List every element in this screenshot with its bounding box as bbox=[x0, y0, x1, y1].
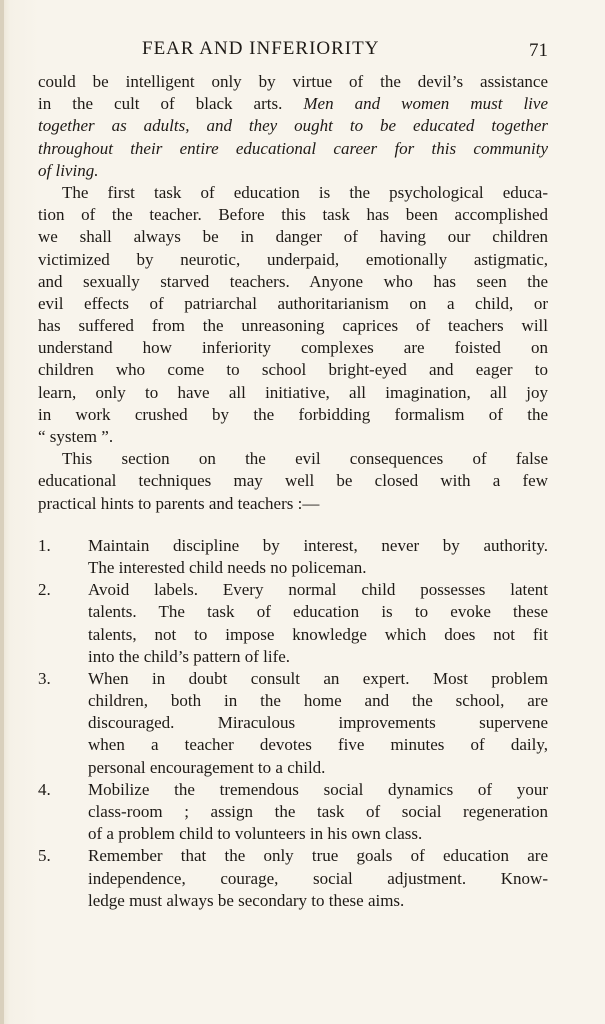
italic-span: together as adults, and they ought to be educated together bbox=[38, 116, 548, 136]
list-item bbox=[38, 779, 548, 846]
running-title: FEAR AND INFERIORITY bbox=[142, 38, 380, 59]
text-line: class-room ; assign the task of social regeneration bbox=[88, 802, 548, 821]
text-line: Remember that the only true goals of education are bbox=[88, 846, 548, 866]
text-line: when a teacher devotes five minutes of daily, bbox=[88, 735, 548, 755]
text-line: in work crushed by the forbidding formalism of the bbox=[38, 404, 548, 424]
italic-span: throughout their entire educational career for this community bbox=[38, 138, 548, 158]
text-line: tion of the teacher. Before this task has been accomplished bbox=[38, 205, 548, 225]
text-line: When in doubt consult an expert. Most problem bbox=[88, 668, 548, 688]
paragraph-2 bbox=[38, 182, 548, 448]
text-span: in the cult of black arts. bbox=[38, 94, 304, 114]
text-line: This section on the evil consequences of false bbox=[62, 449, 548, 469]
text-line: children, both in the home and the school, are bbox=[88, 691, 548, 711]
text-line: has suffered from the unreasoning caprices of teachers will bbox=[38, 316, 548, 336]
text-line: ledge must always be secondary to these aims. bbox=[88, 890, 405, 910]
text-line: independence, courage, social adjustment. Know- bbox=[88, 868, 548, 888]
numbered-list bbox=[38, 535, 548, 912]
italic-span: of living. bbox=[38, 160, 99, 180]
text-line: into the child’s pattern of life. bbox=[88, 646, 291, 666]
list-item-text bbox=[88, 535, 548, 579]
text-line: and sexually starved teachers. Anyone who has seen the bbox=[38, 271, 548, 291]
text-line bbox=[38, 138, 548, 160]
italic-span: Men and women must live bbox=[303, 94, 548, 114]
list-item bbox=[38, 668, 548, 779]
text-line: evil effects of patriarchal authoritarianism on a child, or bbox=[38, 293, 548, 313]
text-line: talents, not to impose knowledge which does not fit bbox=[88, 624, 548, 644]
list-number: 2. bbox=[38, 580, 51, 600]
list-item-text bbox=[88, 668, 548, 779]
list-number: 1. bbox=[38, 535, 51, 555]
text-line: of a problem child to volunteers in his own class. bbox=[88, 824, 423, 844]
page-header bbox=[38, 38, 548, 66]
paragraph-3 bbox=[38, 448, 548, 515]
text-line: talents. The task of education is to evoke these bbox=[88, 602, 548, 622]
text-line: The interested child needs no policeman. bbox=[88, 557, 367, 577]
text-line: discouraged. Miraculous improvements supervene bbox=[88, 713, 548, 733]
text-line: Maintain discipline by interest, never by authority. bbox=[88, 535, 548, 555]
list-number: 5. bbox=[38, 846, 51, 866]
list-number: 3. bbox=[38, 668, 51, 688]
text-line: learn, only to have all initiative, all imagination, all joy bbox=[38, 382, 548, 402]
text-line bbox=[38, 93, 548, 115]
spacer bbox=[38, 515, 548, 535]
list-item-text bbox=[88, 779, 548, 846]
text-line: educational techniques may well be closed with a few bbox=[38, 471, 548, 491]
list-number: 4. bbox=[38, 779, 51, 799]
text-line: Mobilize the tremendous social dynamics of your bbox=[88, 779, 548, 799]
list-item-text bbox=[88, 579, 548, 668]
text-line: victimized by neurotic, underpaid, emotionally astigmatic, bbox=[38, 249, 548, 269]
list-item bbox=[38, 845, 548, 912]
text-line: children who come to school bright-eyed and eager to bbox=[38, 360, 548, 380]
text-line: understand how inferiority complexes are foisted on bbox=[38, 338, 548, 358]
text-line: “ system ”. bbox=[38, 427, 114, 446]
body-text bbox=[38, 71, 548, 912]
text-line: practical hints to parents and teachers :— bbox=[38, 493, 320, 513]
list-item bbox=[38, 535, 548, 579]
text-line: Avoid labels. Every normal child possesses latent bbox=[88, 580, 548, 600]
paragraph-1 bbox=[38, 71, 548, 182]
text-line: could be intelligent only by virtue of the devil’s assistance bbox=[38, 72, 548, 91]
list-item-text bbox=[88, 845, 548, 912]
text-line: The first task of education is the psychological educa- bbox=[62, 182, 548, 202]
page-number: 71 bbox=[529, 40, 548, 61]
page-gutter bbox=[0, 0, 4, 1024]
text-line bbox=[38, 115, 548, 137]
text-line bbox=[38, 160, 548, 182]
list-item bbox=[38, 579, 548, 668]
text-line: personal encouragement to a child. bbox=[88, 757, 326, 777]
text-line: we shall always be in danger of having our children bbox=[38, 227, 548, 247]
